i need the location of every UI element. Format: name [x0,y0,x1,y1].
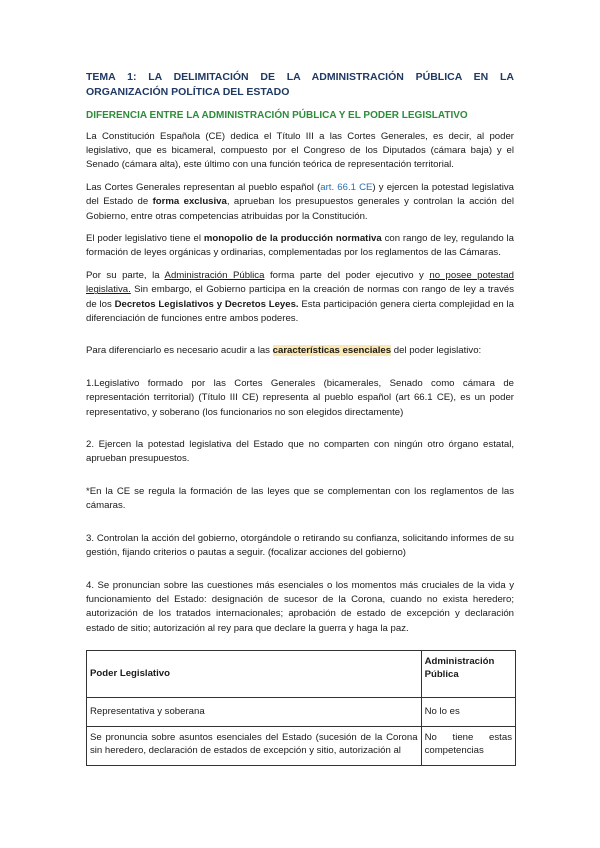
note-item: *En la CE se regula la formación de las leyes que se complementan con los reglamentos de las cámaras. [86,486,514,512]
table-cell: Se pronuncia sobre asuntos esenciales del Estado (sucesión de la Corona sin heredero, declaración de estados de excepción y sitio, autorización al [87,726,422,765]
paragraph-5: Para diferenciarlo es necesario acudir a las características esenciales del poder legislativo: [86,345,482,357]
section-subtitle: DIFERENCIA ENTRE LA ADMINISTRACIÓN PÚBLICA Y EL PODER LEGISLATIVO [86,110,468,121]
document-title [86,70,514,100]
table-cell: No lo es [421,697,515,726]
paragraph-3: El poder legislativo tiene el monopolio de la producción normativa con rango de ley, regulando la formación de leyes orgánicas y ordinarias, complementadas por los reglamentos de las Cámaras. [86,233,515,259]
paragraph-4: Por su parte, la Administración Pública forma parte del poder ejecutivo y no posee potestad legislativa. Sin embargo, el Gobierno participa en la creación de normas con rango de ley a través de los Decretos Legislativos y Decretos Leyes. Esta participación genera cierta complejidad en la diferenciación de funciones entre ambos poderes. [86,270,514,324]
paragraph-2: Las Cortes Generales representan al pueblo español (art. 66.1 CE) y ejercen la potestad legislativa del Estado de forma exclusiva, aprueban los presupuestos generales y controlan la acción del Gobierno, entre otras competencias atribuidas por la Constitución. [86,182,515,222]
table-row [87,697,516,726]
paragraph-1: La Constitución Española (CE) dedica el Título III a las Cortes Generales, es decir, al poder legislativo, que es bicameral, compuesto por el Congreso de los Diputados (cámara baja) y el Senado (cámara alta), este último con una función teórica de representación territorial. [86,131,514,171]
table-cell: Representativa y soberana [87,697,422,726]
list-item-4: 4. Se pronuncian sobre las cuestiones más esenciales o los momentos más cruciales de la vida y funcionamiento del Estado: designación de sucesor de la Corona, cuando no exista heredero; autorización de los tratados internacionales; aprobación de estado de excepción y declaración estado de sitio; autorización al rey para que declare la guerra y haga la paz. [86,579,514,634]
article-reference: art. 66.1 CE [320,182,373,194]
table-cell: No tiene estas competencias [421,726,515,765]
comparison-table [86,650,516,766]
title-prefix: TEMA 1 [86,71,133,83]
table-header-cell: Administración Pública [421,650,515,697]
table-header-row [87,650,516,697]
list-item-3: 3. Controlan la acción del gobierno, otorgándole o retirando su confianza, solicitando informes de su gestión, fijando criterios o pautas a seguir. (focalizar acciones del gobierno) [86,533,514,559]
table-row [87,726,516,765]
list-item-1: 1.Legislativo formado por las Cortes Generales (bicamerales, Senado como cámara de representación territorial) (Título III CE) representa al pueblo español (art 66.1 CE), es un poder representativo, y soberano (los funcionarios no son elegidos directamente) [86,378,514,418]
title-rest: : LA DELIMITACIÓN DE LA ADMINISTRACIÓN PÚBLICA EN LA ORGANIZACIÓN POLÍTICA DEL ESTADO [86,71,514,98]
highlighted-text: características esenciales [272,345,392,357]
list-item-2: 2. Ejercen la potestad legislativa del Estado que no comparten con ningún otro órgano estatal, aprueban presupuestos. [86,439,514,465]
table-header-cell: Poder Legislativo [87,650,422,697]
